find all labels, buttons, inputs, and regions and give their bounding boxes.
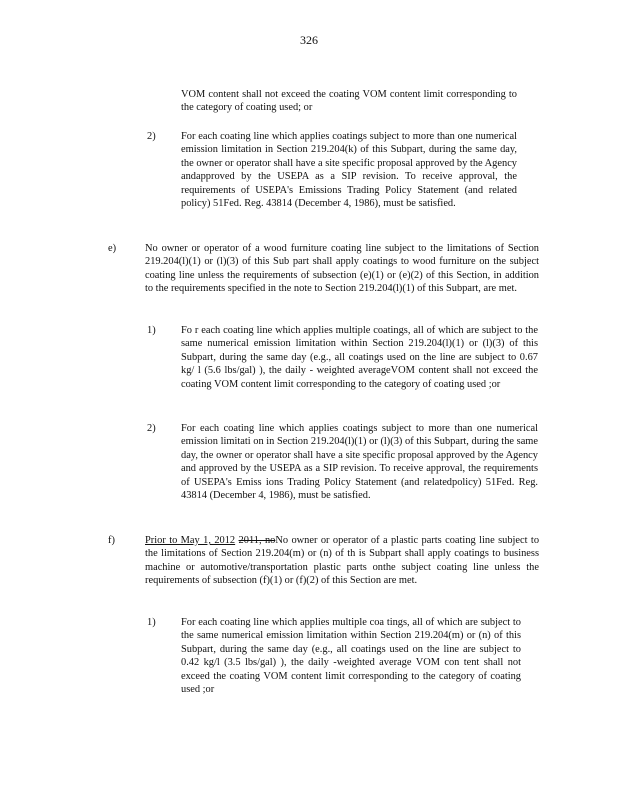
e1-paragraph: Fo r each coating line which applies multiple coatings, all of which are subject to the same numerical emission limitation within Section 219.204(l)(1) or (l)(3) of this Subpart, during the same day (e.g., all coatings used on the line are subject to 0.67 kg/ l (5.6 lbs/gal) ), the daily - weighted averageVOM content shall not exceed the coating VOM content limit corresponding to the category of coating used ;or bbox=[181, 325, 538, 390]
f1-paragraph: For each coating line which applies multiple coa tings, all of which are subject to the same numerical emission limitation within Section 219.204(m) or (n) of this Subpart, during the same day (e.g., all coatings used on the line are subject to 0.42 kg/l (3.5 lbs/gal) ), the daily -weighted average VOM con tent shall not exceed the coating VOM content limit corresponding to the category of coating used ;or bbox=[181, 617, 521, 696]
f1-label: 1) bbox=[147, 617, 156, 628]
page-number: 326 bbox=[300, 33, 318, 47]
e1-label: 1) bbox=[147, 325, 156, 336]
e2-paragraph: For each coating line which applies coatings subject to more than one numerical emission limitati on in Section 219.204(l)(1) or (l)(3) of this Subpart, during the same day, the owner or operator shall have a site specific proposal approved by the Agency and approved by the USEPA as a SIP revision. To receive approval, the requirements of USEPA's Emiss ions Trading Policy Statement (and relatedpolicy) 51Fed. Reg. 43814 (December 4, 1986), must be satisfied. bbox=[181, 423, 538, 502]
e2-label: 2) bbox=[147, 423, 156, 434]
deleted-text: 2011, no bbox=[238, 535, 276, 546]
e-label: e) bbox=[108, 243, 117, 254]
f-body-text: No owner or operator of a plastic parts coating line subject to the limitations of Section 219.204(m) or (n) of th is Subpart shall apply coatings to business machine or automotive/transportation plastic parts onthe subject coating line unless the requirements of subsection (f)(1) or (f)(2) of this Section are met. bbox=[145, 535, 540, 587]
e-paragraph: No owner or operator of a wood furniture coating line subject to the limitations of Section 219.204(l)(1) or (l)(3) of this Sub part shall apply coatings to wood furniture on the subject coating line unless the requirements of subsection (e)(1) or (e)(2) of this Section, in addition to the requirements specified in the note to Section 219.204(l)(1) of this Subpart, are met. bbox=[145, 243, 539, 295]
f-label: f) bbox=[108, 535, 115, 546]
f-paragraph bbox=[145, 534, 539, 588]
inserted-text: Prior to May 1, 2012 bbox=[145, 535, 236, 546]
carryover-paragraph: VOM content shall not exceed the coating VOM content limit corresponding to the category of coating used; or bbox=[181, 89, 517, 114]
d2-paragraph: For each coating line which applies coatings subject to more than one numerical emission limitation in Section 219.204(k) of this Subpart, during the same day, the owner or operator shall have a site specific proposal approved by the Agency andapproved by the USEPA as a SIP revision. To receive approval, the requirements of USEPA's Emissions Trading Policy Statement (and related policy) 51Fed. Reg. 43814 (December 4, 1986), must be satisfied. bbox=[181, 131, 517, 210]
d2-label: 2) bbox=[147, 131, 156, 142]
